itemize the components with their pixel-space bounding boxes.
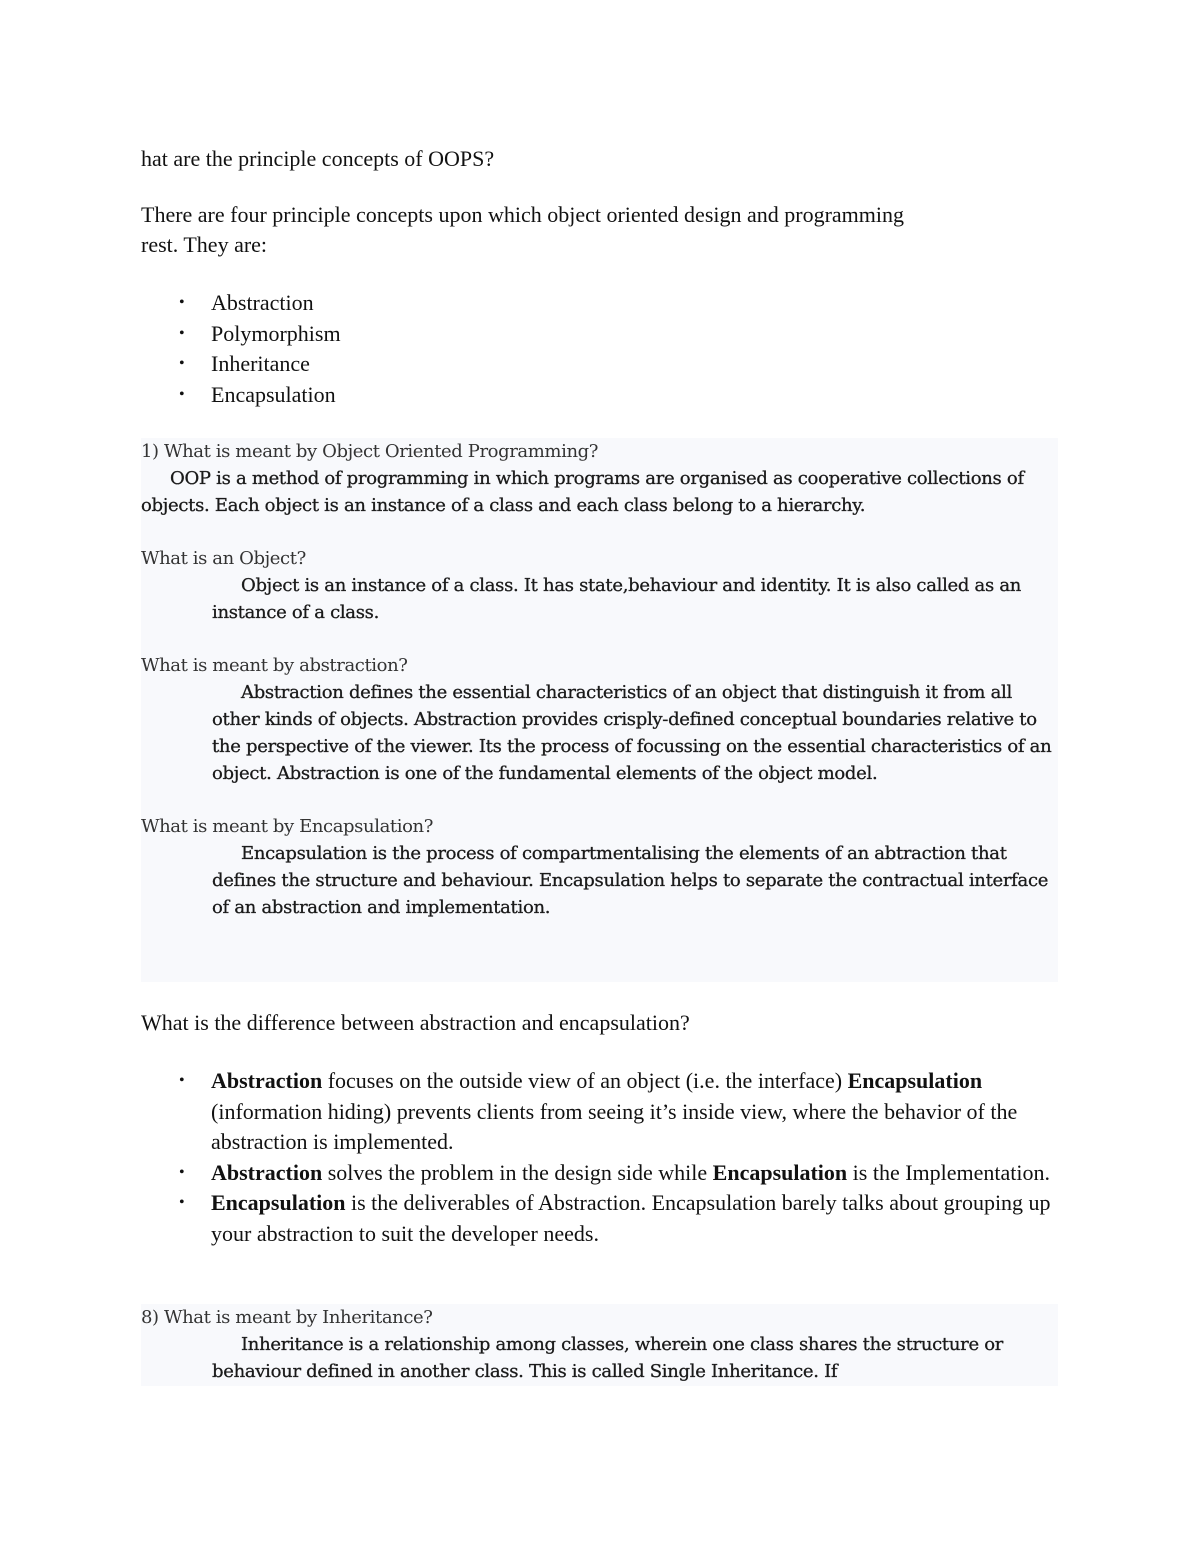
list-item: • Abstraction <box>141 288 341 319</box>
bullet-icon: • <box>179 355 185 372</box>
concepts-list <box>141 288 341 410</box>
qa-abstraction <box>141 652 1058 787</box>
question-heading: 1) What is meant by Object Oriented Programming? <box>141 441 599 462</box>
difference-heading: What is the difference between abstraction and encapsulation? <box>141 1010 690 1035</box>
bullet-icon: • <box>179 324 185 342</box>
answer-paragraph: Inheritance is a relationship among classes, wherein one class shares the structure or behaviour defined in another class. This is called Single Inheritance. If <box>212 1334 1004 1382</box>
qa-oop <box>141 438 1058 519</box>
question-heading: 8) What is meant by Inheritance? <box>141 1307 433 1328</box>
bullet-icon: • <box>179 1072 185 1089</box>
list-item: • Inheritance <box>141 349 341 380</box>
question-heading: What is meant by abstraction? <box>141 655 408 676</box>
intro-paragraph: There are four principle concepts upon which object oriented design and programming rest. They are: <box>141 202 905 257</box>
list-item: • Abstraction solves the problem in the design side while Encapsulation is the Implementation. <box>141 1158 1061 1189</box>
qa-inheritance <box>141 1304 1058 1386</box>
bullet-icon: • <box>179 1163 185 1181</box>
list-item: • Encapsulation is the deliverables of Abstraction. Encapsulation barely talks about grouping up your abstraction to suit the developer needs. <box>179 1190 1051 1246</box>
bullet-icon: • <box>179 294 185 311</box>
bullet-icon: • <box>179 1194 185 1211</box>
answer-paragraph: OOP is a method of programming in which programs are organised as cooperative collections of objects. Each object is an instance of a class and each class belong to a hierarchy. <box>141 468 1024 516</box>
answer-paragraph: Object is an instance of a class. It has state,behaviour and identity. It is also called as an instance of a class. <box>212 575 1022 623</box>
difference-list <box>141 1066 1061 1249</box>
list-item: • Polymorphism <box>141 319 341 350</box>
list-item: • Abstraction focuses on the outside view of an object (i.e. the interface) Encapsulation (information hiding) prevents clients from seeing it’s inside view, where the behavior of the abstraction is implemented. <box>179 1068 1018 1154</box>
bullet-icon: • <box>179 385 185 403</box>
qa-encapsulation <box>141 813 1058 921</box>
answer-paragraph: Abstraction defines the essential characteristics of an object that distinguish it from all other kinds of objects. Abstraction provides crisply-defined conceptual boundaries relative to the perspective of the viewer. Its the process of focussing on the essential characteristics of an object. Abstraction is one of the fundamental elements of the object model. <box>212 682 1052 784</box>
qa-object <box>141 545 1058 626</box>
page-title: hat are the principle concepts of OOPS? <box>141 146 495 171</box>
list-item: • Encapsulation <box>141 380 341 411</box>
question-heading: What is meant by Encapsulation? <box>141 816 433 837</box>
question-heading: What is an Object? <box>141 548 306 569</box>
qa-section <box>141 438 1058 982</box>
answer-paragraph: Encapsulation is the process of compartmentalising the elements of an abtraction that defines the structure and behaviour. Encapsulation helps to separate the contractual interface of an abstraction and implementation. <box>212 843 1049 918</box>
